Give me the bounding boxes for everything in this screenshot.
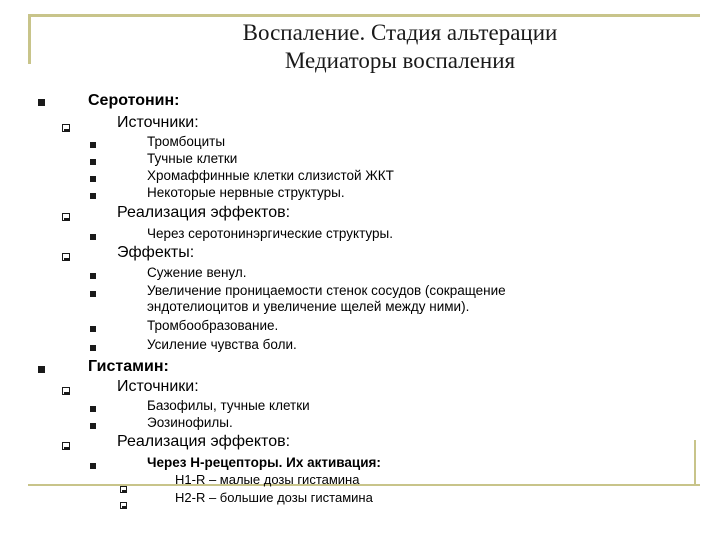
slide-title-line2: Медиаторы воспаления xyxy=(284,48,516,73)
hollow-square-bullet-icon xyxy=(62,442,70,450)
serotonin-source-item: Хромаффинные клетки слизистой ЖКТ xyxy=(147,168,394,183)
frame-left-border xyxy=(28,14,31,64)
histamine-source-item: Эозинофилы. xyxy=(147,415,233,430)
square-bullet-icon xyxy=(90,159,96,165)
hollow-square-bullet-icon xyxy=(62,253,70,261)
square-bullet-icon xyxy=(90,463,96,469)
serotonin-effect-item: Усиление чувства боли. xyxy=(147,337,297,352)
square-bullet-icon xyxy=(90,234,96,240)
histamine-realization-label: Реализация эффектов: xyxy=(117,433,291,450)
hollow-square-bullet-icon xyxy=(62,124,70,132)
histamine-sources-label: Источники: xyxy=(117,378,199,395)
frame-top-border xyxy=(28,14,700,17)
histamine-receptor-item: Н1-R – малые дозы гистамина xyxy=(175,472,360,487)
square-bullet-icon xyxy=(90,406,96,412)
square-bullet-icon xyxy=(90,176,96,182)
slide-title-line1: Воспаление. Стадия альтерации xyxy=(242,20,558,45)
hollow-square-bullet-icon xyxy=(62,387,70,395)
square-bullet-icon xyxy=(90,326,96,332)
frame-bottom-border xyxy=(28,484,700,486)
serotonin-realization-item: Через серотонинэргические структуры. xyxy=(147,226,393,241)
serotonin-sources-label: Источники: xyxy=(117,114,199,131)
serotonin-source-item: Некоторые нервные структуры. xyxy=(147,185,345,200)
serotonin-effect-item: Увеличение проницаемости стенок сосудов (сокращение xyxy=(147,283,506,298)
serotonin-effects-label: Эффекты: xyxy=(117,244,195,261)
serotonin-effect-item: Тромбообразование. xyxy=(147,318,279,333)
hollow-square-bullet-icon xyxy=(120,480,127,487)
hollow-square-bullet-icon xyxy=(62,213,70,221)
square-bullet-icon xyxy=(90,193,96,199)
square-bullet-icon xyxy=(90,345,96,351)
serotonin-effect-item: Сужение венул. xyxy=(147,265,247,280)
square-bullet-icon xyxy=(90,291,96,297)
square-bullet-icon xyxy=(90,142,96,148)
histamine-realization-item: Через Н-рецепторы. Их активация: xyxy=(147,455,381,470)
histamine-receptor-item: Н2-R – большие дозы гистамина xyxy=(175,490,373,505)
serotonin-heading: Серотонин: xyxy=(88,92,180,109)
serotonin-effect-item-continued: эндотелиоцитов и увеличение щелей между ними). xyxy=(147,299,470,314)
square-bullet-icon xyxy=(90,273,96,279)
square-bullet-icon xyxy=(38,99,45,106)
serotonin-source-item: Тучные клетки xyxy=(147,151,238,166)
serotonin-source-item: Тромбоциты xyxy=(147,134,226,149)
square-bullet-icon xyxy=(38,366,45,373)
histamine-source-item: Базофилы, тучные клетки xyxy=(147,398,310,413)
square-bullet-icon xyxy=(90,423,96,429)
histamine-heading: Гистамин: xyxy=(88,358,169,375)
frame-right-border xyxy=(694,440,696,486)
serotonin-realization-label: Реализация эффектов: xyxy=(117,204,291,221)
hollow-square-bullet-icon xyxy=(120,496,127,503)
